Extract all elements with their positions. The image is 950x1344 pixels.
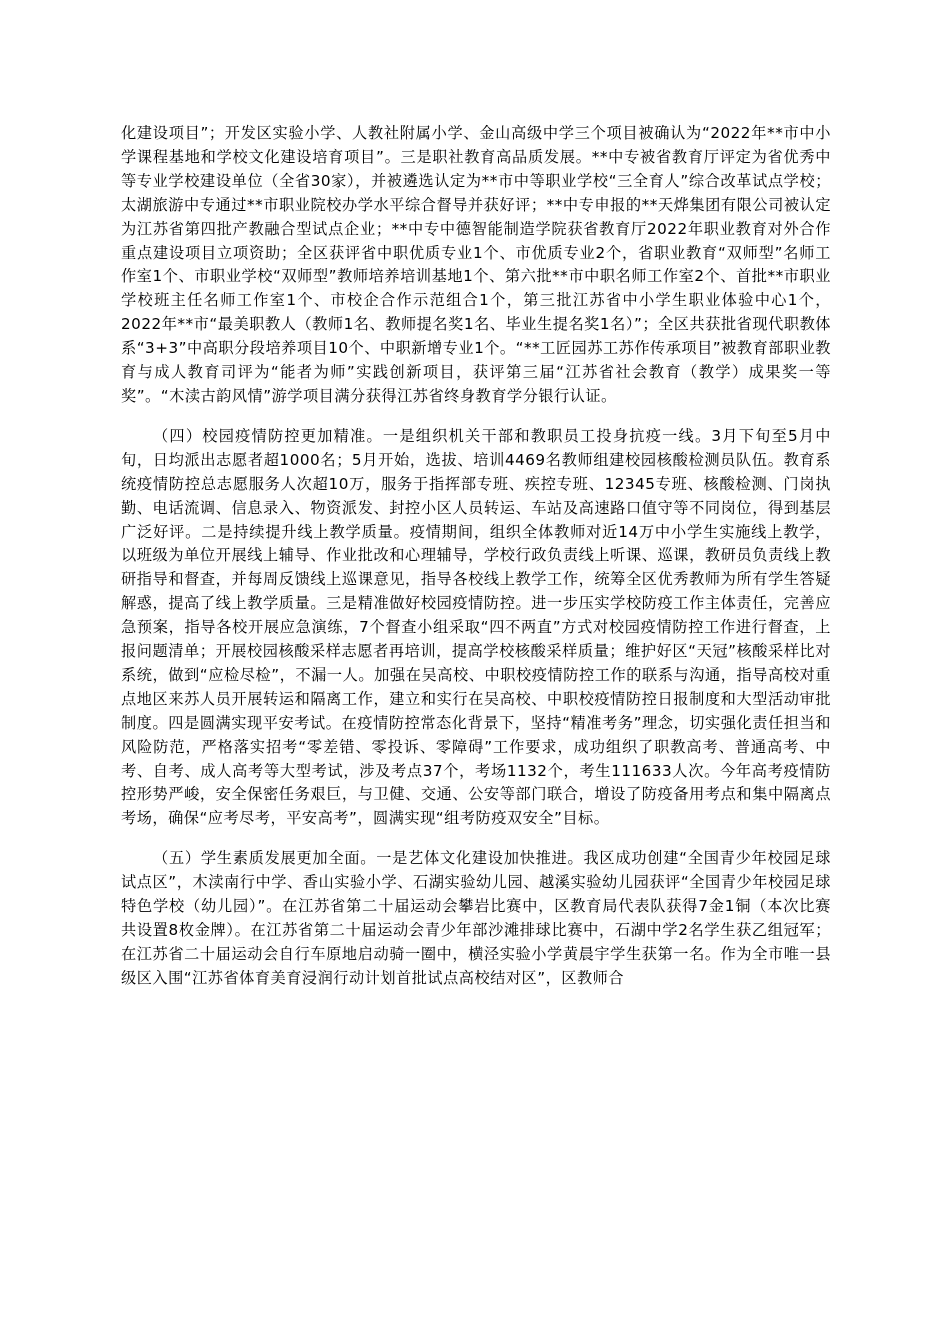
paragraph-student-development: （五）学生素质发展更加全面。一是艺体文化建设加快推进。我区成功创建“全国青少年校园足球试点区”，木渎南行中学、香山实验小学、石湖实验幼儿园、越溪实验幼儿园获评“全国青少年校园足球特色学校（幼儿园）”。在江苏省第二十届运动会攀岩比赛中，区教育局代表队获得7金1铜（本次比赛共设置8枚金牌）。在江苏省第二十届运动会青少年部沙滩排球比赛中，石湖中学2名学生获乙组冠军；在江苏省二十届运动会自行车原地启动骑一圈中，横泾实验小学黄晨宇学生获第一名。作为全市唯一县级区入围“江苏省体育美育浸润行动计划首批试点高校结对区”，区教师合 — [121, 849, 831, 987]
paragraph-vocational-education: 化建设项目”；开发区实验小学、人教社附属小学、金山高级中学三个项目被确认为“2022年**市中小学课程基地和学校文化建设培育项目”。三是职社教育高品质发展。**中专被省教育厅评定为省优秀中等专业学校建设单位（全省30家），并被遴选认定为**市中等职业学校“三全育人”综合改革试点学校；太湖旅游中专通过**市职业院校办学水平综合督导并获好评；**中专申报的**天烨集团有限公司被认定为江苏省第四批产教融合型试点企业；**中专中德智能制造学院获省教育厅2022年职业教育对外合作重点建设项目立项资助；全区获评省中职优质专业1个、市优质专业2个，省职业教育“双师型”名师工作室1个、市职业学校“双师型”教师培养培训基地1个、第六批**市中职名师工作室2个、首批**市职业学校班主任名师工作室1个、市校企合作示范组合1个，第三批江苏省中小学生职业体验中心1个，2022年**市“最美职教人（教师1名、教师提名奖1名、毕业生提名奖1名）”；全区共获批省现代职教体系“3+3”中高职分段培养项目10个、中职新增专业1个。“**工匠园苏工苏作传承项目”被教育部职业教育与成人教育司评为“能者为师”实践创新项目，获评第三届“江苏省社会教育（教学）成果奖一等奖”。“木渎古韵风情”游学项目满分获得江苏省终身教育学分银行认证。 — [121, 124, 831, 405]
document-page — [121, 122, 831, 1007]
paragraph-epidemic-prevention: （四）校园疫情防控更加精准。一是组织机关干部和教职员工投身抗疫一线。3月下旬至5月中旬，日均派出志愿者超1000名；5月开始，选拔、培训4469名教师组建校园核酸检测员队伍。教育系统疫情防控总志愿服务人次超10万，服务于指挥部专班、疾控专班、12345专班、核酸检测、门岗执勤、电话流调、信息录入、物资派发、封控小区人员转运、车站及高速路口值守等不同岗位，得到基层广泛好评。二是持续提升线上教学质量。疫情期间，组织全体教师对近14万中小学生实施线上教学，以班级为单位开展线上辅导、作业批改和心理辅导，学校行政负责线上听课、巡课，教研员负责线上教研指导和督查，并每周反馈线上巡课意见，指导各校线上教学工作，统筹全区优秀教师为所有学生答疑解惑，提高了线上教学质量。三是精准做好校园疫情防控。进一步压实学校防疫工作主体责任，完善应急预案，指导各校开展应急演练，7个督查小组采取“四不两直”方式对校园疫情防控工作进行督查，上报问题清单；开展校园核酸采样志愿者再培训，提高学校核酸采样质量；维护好区“天冠”核酸采样比对系统，做到“应检尽检”，不漏一人。加强在吴高校、中职校疫情防控工作的联系与沟通，指导高校对重点地区来苏人员开展转运和隔离工作，建立和实行在吴高校、中职校疫情防控日报制度和大型活动审批制度。四是圆满实现平安考试。在疫情防控常态化背景下，坚持“精准考务”理念，切实强化责任担当和风险防范，严格落实招考“零差错、零投诉、零障碍”工作要求，成功组织了职教高考、普通高考、中考、自考、成人高考等大型考试，涉及考点37个，考场1132个，考生111633人次。今年高考疫情防控形势严峻，安全保密任务艰巨，与卫健、交通、公安等部门联合，增设了防疫备用考点和集中隔离点考场，确保“应考尽考，平安高考”，圆满实现“组考防疫双安全”目标。 — [121, 426, 831, 828]
